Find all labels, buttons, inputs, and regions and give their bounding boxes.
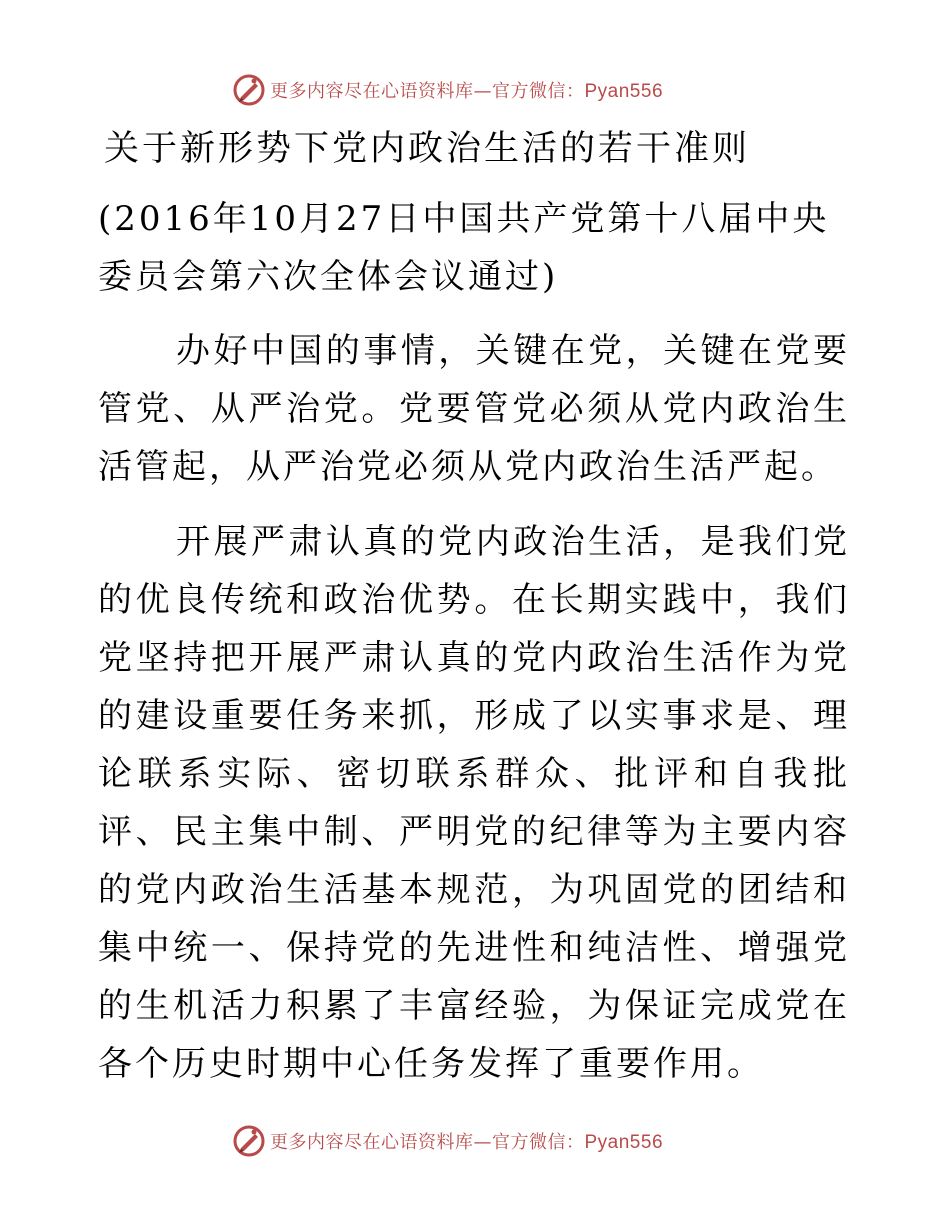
body-paragraph: 办好中国的事情，关键在党，关键在党要管党、从严治党。党要管党必须从党内政治生活管起，从严治党必须从党内政治生活严起。 [98,331,850,487]
watermark-wechat-id: Pyan556 [584,1132,664,1153]
watermark-wechat-id: Pyan556 [584,81,664,102]
pen-logo-icon [232,73,266,107]
document-subtitle: (2016年10月27日中国共产党第十八届中央委员会第六次全体会议通过) [98,199,830,297]
footer-watermark [232,1121,663,1161]
watermark-wechat-label: 官方微信： [492,81,585,102]
watermark-dash: — [473,1132,492,1153]
watermark-dash: — [473,81,492,102]
watermark-text [270,1128,663,1154]
watermark-site-text: 更多内容尽在心语资料库 [270,1132,474,1153]
watermark-text [270,77,663,103]
watermark-site-text: 更多内容尽在心语资料库 [270,81,474,102]
body-paragraph: 开展严肃认真的党内政治生活，是我们党的优良传统和政治优势。在长期实践中，我们党坚持把开展严肃认真的党内政治生活作为党的建设重要任务来抓，形成了以实事求是、理论联系实际、密切联系群众、批评和自我批评、民主集中制、严明党的纪律等为主要内容的党内政治生活基本规范，为巩固党的团结和集中统一、保持党的先进性和纯洁性、增强党的生机活力积累了丰富经验，为保证完成党在各个历史时期中心任务发挥了重要作用。 [98,522,850,1084]
watermark-wechat-label: 官方微信： [492,1132,585,1153]
pen-logo-icon [232,1124,266,1158]
header-watermark [232,70,663,110]
document-title: 关于新形势下党内政治生活的若干准则 [104,129,751,169]
